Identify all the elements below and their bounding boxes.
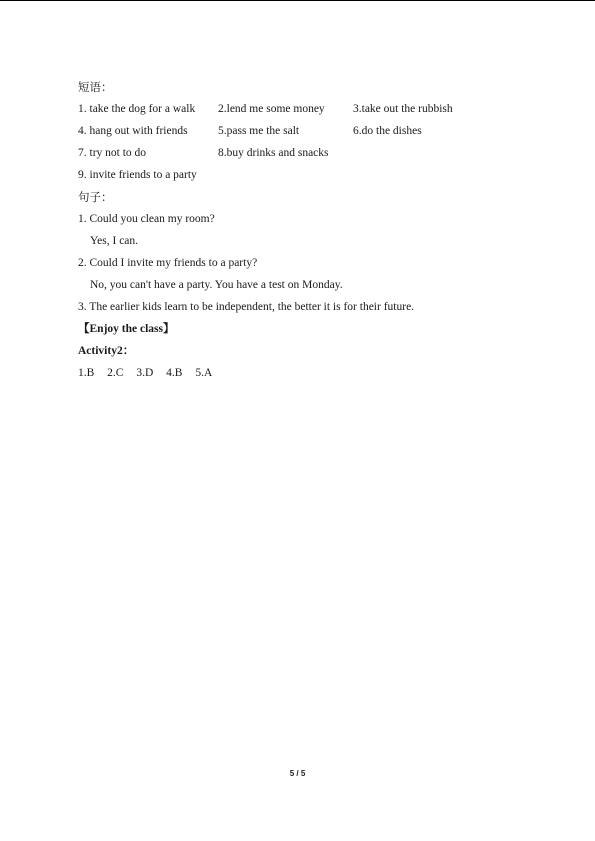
answer-item: 3.D [136,367,154,379]
phrase-row-1 [78,98,558,120]
phrase-item: 2.lend me some money [218,103,325,115]
page-number: 5 / 5 [289,769,306,778]
answer-item: 1.B [78,367,95,379]
phrase-row-3 [78,142,558,164]
answer-item: 4.B [166,367,183,379]
sentence-item: 2. Could I invite my friends to a party? [78,257,258,269]
phrase-item: 9. invite friends to a party [78,169,197,181]
enjoy-class-heading: 【Enjoy the class】 [78,323,175,335]
activity-title: Activity2： [78,345,135,357]
document-body [78,76,558,384]
sentence-item: No, you can't have a party. You have a test on Monday. [90,279,343,291]
phrase-item: 1. take the dog for a walk [78,103,196,115]
answer-list [78,362,558,384]
sentence-item: Yes, I can. [90,235,139,247]
phrases-heading: 短语： [78,80,113,94]
phrase-item: 6.do the dishes [353,125,422,137]
top-rule [0,0,595,1]
phrase-item: 4. hang out with friends [78,125,188,137]
phrase-item: 3.take out the rubbish [353,103,453,115]
phrase-row-2 [78,120,558,142]
sentences-heading: 句子： [78,190,113,204]
answer-item: 5.A [195,367,213,379]
phrase-item: 8.buy drinks and snacks [218,147,329,159]
phrase-item: 7. try not to do [78,147,147,159]
phrase-item: 5.pass me the salt [218,125,300,137]
answer-item: 2.C [107,367,124,379]
sentence-item: 3. The earlier kids learn to be independent, the better it is for their future. [78,301,415,313]
sentence-item: 1. Could you clean my room? [78,213,215,225]
phrase-row-4 [78,164,558,186]
